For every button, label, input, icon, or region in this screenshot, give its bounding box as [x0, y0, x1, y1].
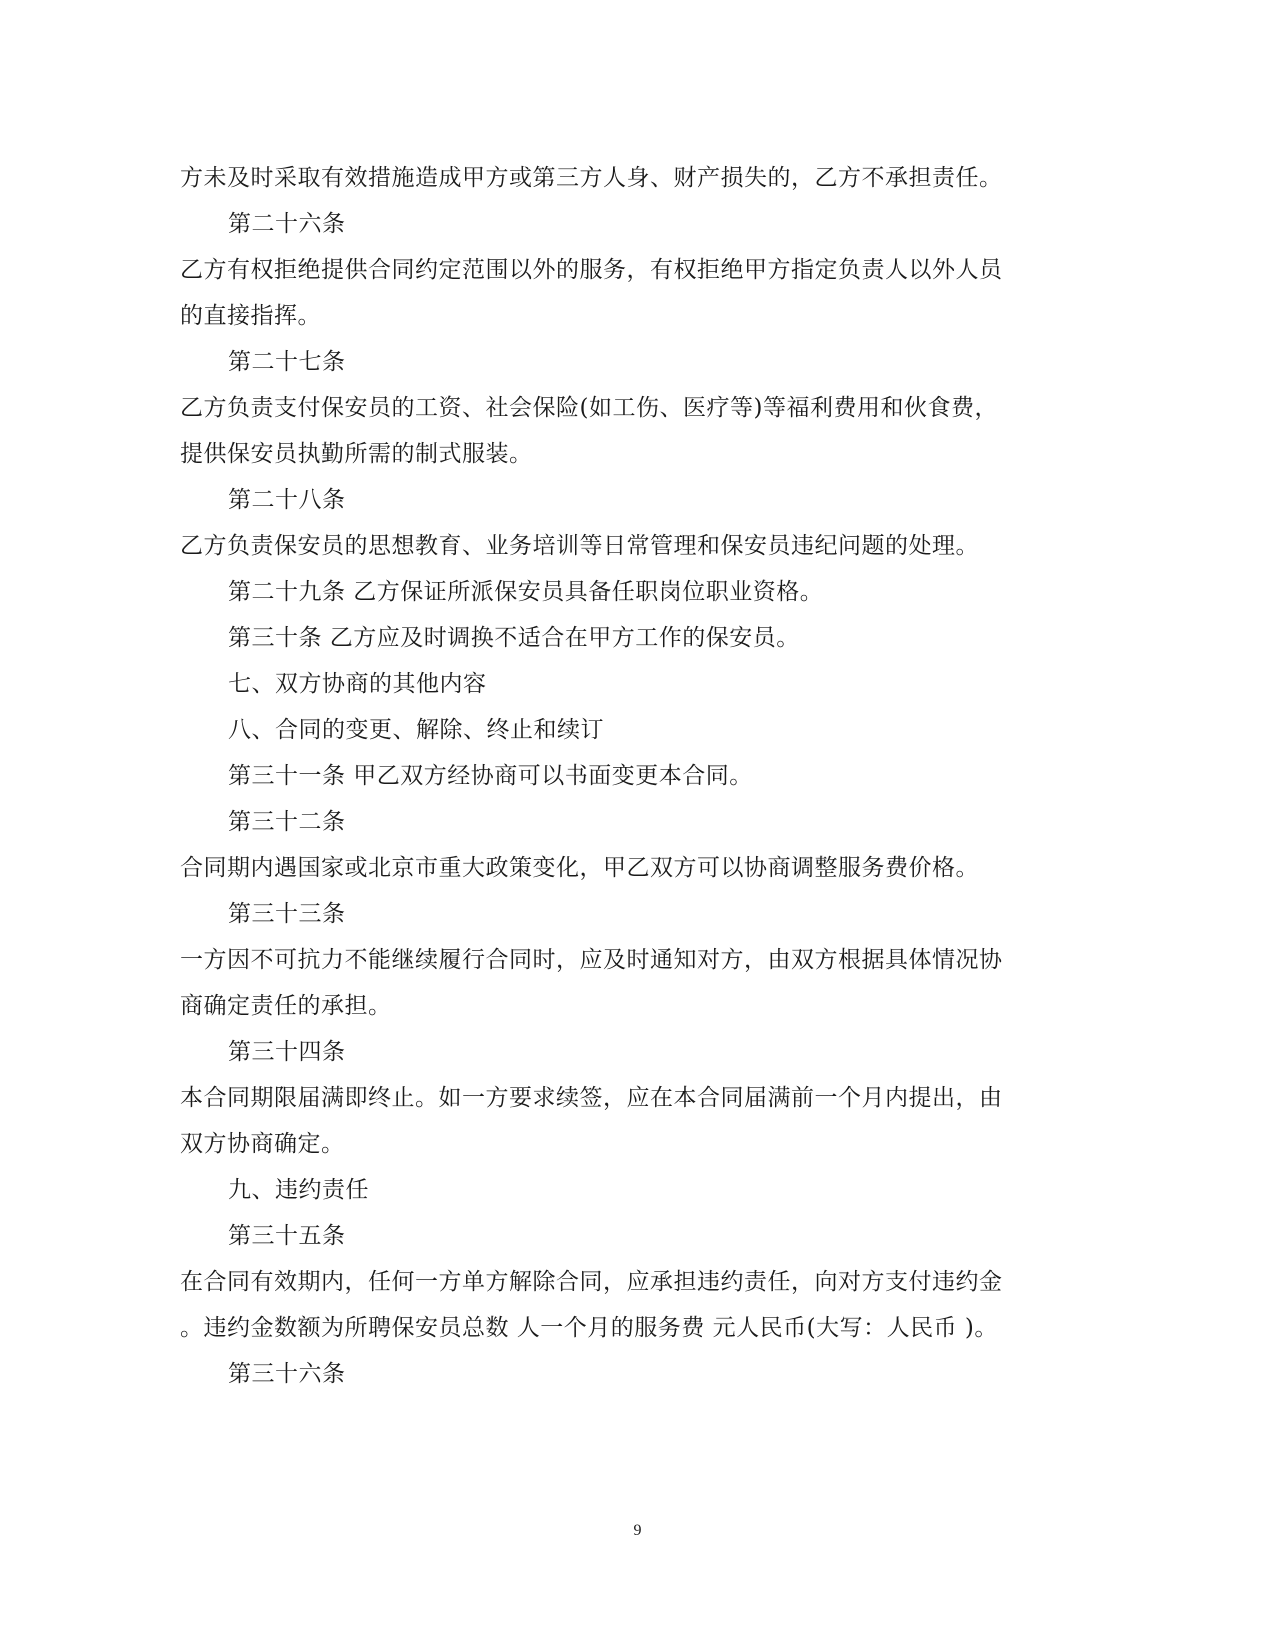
- article-heading: 第二十六条: [228, 211, 346, 237]
- article-heading: 第三十三条: [228, 901, 346, 927]
- article-text: 第三十条 乙方应及时调换不适合在甲方工作的保安员。: [228, 625, 800, 651]
- text-line: 乙方负责支付保安员的工资、社会保险(如工伤、医疗等)等福利费用和伙食费，: [180, 395, 998, 421]
- article-text: 第三十一条 甲乙双方经协商可以书面变更本合同。: [228, 763, 753, 789]
- text-line: 合同期内遇国家或北京市重大政策变化，甲乙双方可以协商调整服务费价格。: [180, 855, 979, 881]
- text-line: 方未及时采取有效措施造成甲方或第三方人身、财产损失的，乙方不承担责任。: [180, 165, 1003, 191]
- text-line: 乙方负责保安员的思想教育、业务培训等日常管理和保安员违纪问题的处理。: [180, 533, 979, 559]
- document-body: [180, 155, 1040, 1397]
- text-line: 提供保安员执勤所需的制式服装。: [180, 441, 533, 467]
- section-heading: 八、合同的变更、解除、终止和续订: [228, 717, 604, 743]
- text-line: 在合同有效期内，任何一方单方解除合同，应承担违约责任，向对方支付违约金: [180, 1269, 1003, 1295]
- article-heading: 第三十五条: [228, 1223, 346, 1249]
- text-line: 。违约金数额为所聘保安员总数 人一个月的服务费 元人民币(大写：人民币 )。: [180, 1315, 998, 1341]
- text-line: 商确定责任的承担。: [180, 993, 392, 1019]
- section-heading: 七、双方协商的其他内容: [228, 671, 487, 697]
- article-text: 第二十九条 乙方保证所派保安员具备任职岗位职业资格。: [228, 579, 824, 605]
- article-heading: 第二十七条: [228, 349, 346, 375]
- text-line: 双方协商确定。: [180, 1131, 345, 1157]
- article-heading: 第三十四条: [228, 1039, 346, 1065]
- article-heading: 第三十六条: [228, 1361, 346, 1387]
- article-heading: 第二十八条: [228, 487, 346, 513]
- text-line: 本合同期限届满即终止。如一方要求续签，应在本合同届满前一个月内提出，由: [180, 1085, 1003, 1111]
- text-line: 的直接指挥。: [180, 303, 321, 329]
- text-line: 乙方有权拒绝提供合同约定范围以外的服务，有权拒绝甲方指定负责人以外人员: [180, 257, 1003, 283]
- text-line: 一方因不可抗力不能继续履行合同时，应及时通知对方，由双方根据具体情况协: [180, 947, 1003, 973]
- section-heading: 九、违约责任: [228, 1177, 369, 1203]
- article-heading: 第三十二条: [228, 809, 346, 835]
- page-number: 9: [633, 1522, 642, 1539]
